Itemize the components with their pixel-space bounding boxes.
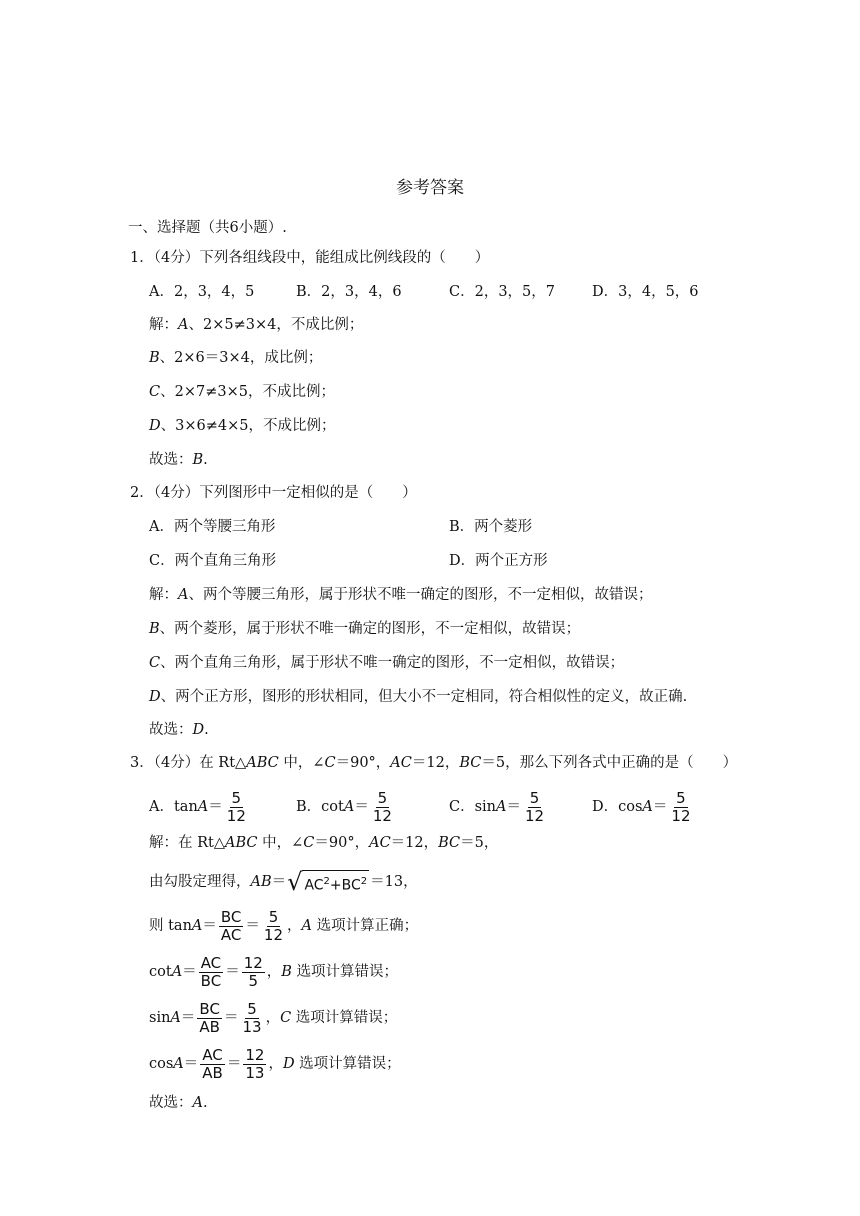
q2-option-d: D．两个正方形 [449, 553, 548, 569]
q2-option-c: C．两个直角三角形 [149, 553, 277, 569]
q1-option-b: B．2，3，4，6 [296, 284, 402, 300]
q1-solution-line-c: C、2×7≠3×5，不成比例； [149, 384, 335, 400]
q2-answer: 故选：D. [149, 722, 209, 738]
q3-answer: 故选：A. [149, 1095, 208, 1111]
q1-answer: 故选：B. [149, 452, 208, 468]
q3-stem: 3．（4分）在 Rt△ABC 中，∠C＝90°，AC＝12，BC＝5，那么下列各式中正确的是（ ） [130, 755, 738, 771]
q3-solution-line-1: 解：在 Rt△ABC 中，∠C＝90°，AC＝12，BC＝5， [149, 835, 499, 851]
q2-option-a: A．两个等腰三角形 [149, 519, 276, 535]
q3-option-d: D．cosA＝ $\frac{5}{12}$ [592, 788, 691, 825]
q1-option-c: C．2，3，5，7 [449, 284, 555, 300]
fraction: $\frac{5}{13}$ [242, 999, 262, 1036]
q2-solution-line-c: C、两个直角三角形，属于形状不唯一确定的图形，不一定相似，故错误； [149, 655, 625, 671]
fraction: $\frac{5}{12}$ [372, 788, 392, 825]
q3-solution-tan: 则 tanA＝ $\frac{BC}{AC}$ ＝ $\frac{5}{12}$ ，A 选项计算正确； [149, 907, 419, 944]
q2-solution-line-d: D、两个正方形，图形的形状相同，但大小不一定相同，符合相似性的定义，故正确. [149, 689, 688, 705]
q3-solution-sin: sinA＝ $\frac{BC}{AB}$ ＝ $\frac{5}{13}$ ，C 选项计算错误； [149, 999, 398, 1036]
q3-solution-cos: cosA＝ $\frac{AC}{AB}$ ＝ $\frac{12}{13}$ ，D 选项计算错误； [149, 1045, 401, 1082]
fraction: $\frac{5}{12}$ [671, 788, 691, 825]
fraction: $\frac{AC}{BC}$ [200, 953, 222, 990]
fraction: $\frac{12}{13}$ [245, 1045, 265, 1082]
q1-solution-line-b: B、2×6＝3×4，成比例； [149, 350, 323, 366]
q3-solution-line-2: 由勾股定理得，AB＝ √ $AC^2+BC^2$ ＝13， [149, 868, 418, 897]
q2-solution-line-b: B、两个菱形，属于形状不唯一确定的图形，不一定相似，故错误； [149, 621, 581, 637]
fraction: $\frac{BC}{AC}$ [220, 907, 242, 944]
fraction: $\frac{5}{12}$ [226, 788, 246, 825]
fraction: $\frac{BC}{AB}$ [199, 999, 220, 1036]
q1-stem: 1．（4分）下列各组线段中，能组成比例线段的（ ） [130, 250, 490, 266]
q3-option-c: C．sinA＝ $\frac{5}{12}$ [449, 788, 545, 825]
q3-option-a: A．tanA＝ $\frac{5}{12}$ [149, 788, 246, 825]
q2-solution-line-a: 解：A、两个等腰三角形，属于形状不唯一确定的图形，不一定相似，故错误； [149, 587, 653, 603]
square-root: √ $AC^2+BC^2$ [287, 868, 368, 897]
section-heading: 一、选择题（共6小题）. [128, 220, 287, 236]
fraction: $\frac{AC}{AB}$ [202, 1045, 223, 1082]
page-title: 参考答案 [396, 178, 464, 198]
q2-option-b: B．两个菱形 [449, 519, 533, 535]
fraction: $\frac{12}{5}$ [243, 953, 263, 990]
fraction: $\frac{5}{12}$ [263, 907, 284, 944]
fraction: $\frac{5}{12}$ [525, 788, 545, 825]
q1-solution-line-d: D、3×6≠4×5，不成比例； [149, 418, 336, 434]
q1-option-a: A．2，3，4，5 [149, 284, 255, 300]
q3-solution-cot: cotA＝ $\frac{AC}{BC}$ ＝ $\frac{12}{5}$ ，B 选项计算错误； [149, 953, 399, 990]
q3-option-b: B．cotA＝ $\frac{5}{12}$ [296, 788, 392, 825]
q2-stem: 2．（4分）下列图形中一定相似的是（ ） [130, 485, 417, 501]
q1-solution-line-a: 解：A、2×5≠3×4，不成比例； [149, 317, 364, 333]
q1-option-d: D．3，4，5，6 [592, 284, 699, 300]
